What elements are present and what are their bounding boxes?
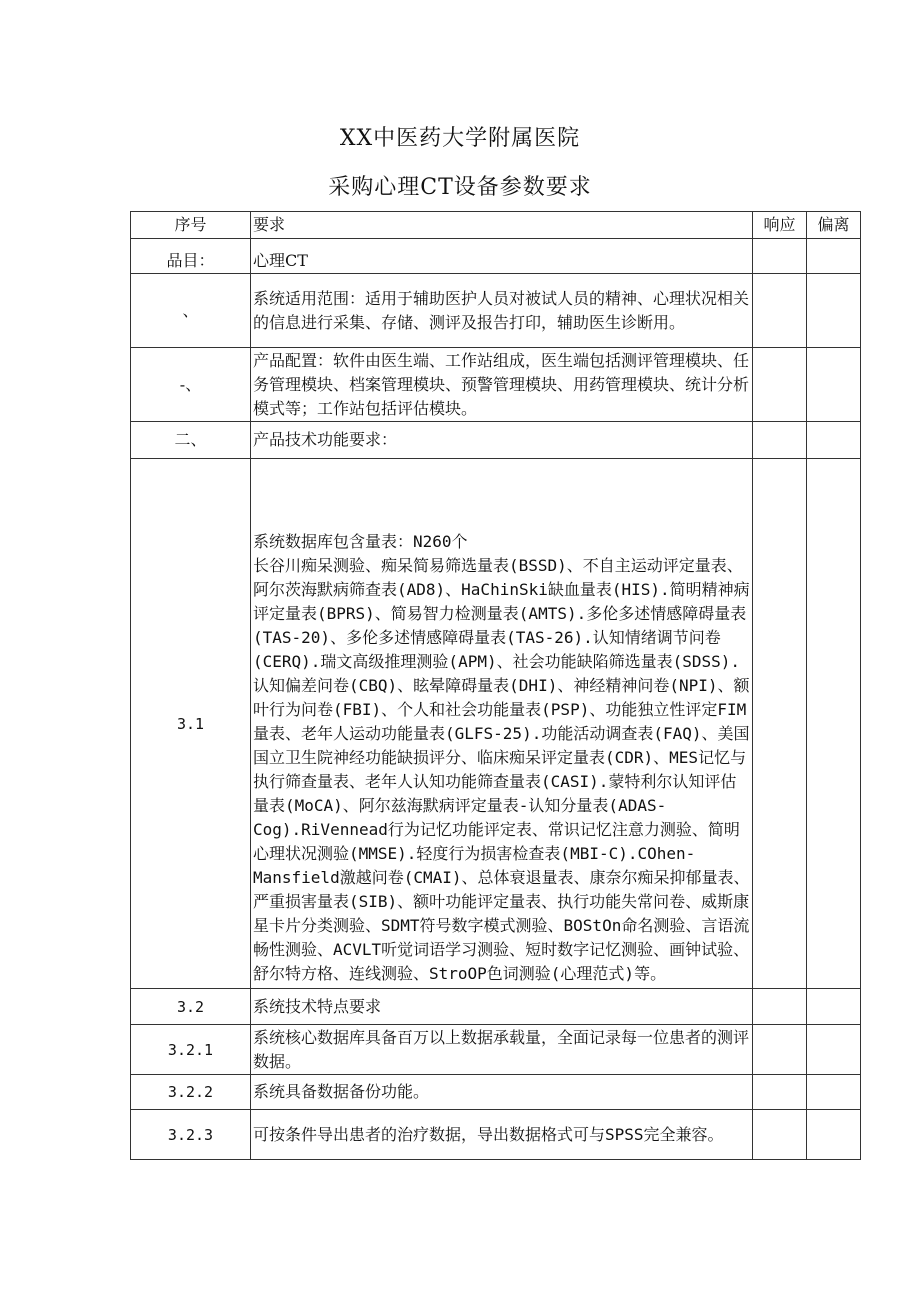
row-req: 心理CT <box>251 239 753 274</box>
row-resp-cell[interactable] <box>753 274 807 348</box>
row-seq: 3.1 <box>131 459 251 989</box>
document-subtitle: 采购心理CT设备参数要求 <box>328 175 592 200</box>
header-seq: 序号 <box>131 212 251 239</box>
row-seq: 3.2.3 <box>131 1110 251 1160</box>
table-row <box>131 989 861 1025</box>
row-seq: 、 <box>131 274 251 348</box>
row-resp-cell[interactable] <box>753 348 807 422</box>
row-dev-cell[interactable] <box>807 348 861 422</box>
row-dev-cell[interactable] <box>807 989 861 1025</box>
row-req: 产品配置：软件由医生端、工作站组成，医生端包括测评管理模块、任务管理模块、档案管理模块、预警管理模块、用药管理模块、统计分析模式等；工作站包括评估模块。 <box>251 348 753 422</box>
row-dev-cell[interactable] <box>807 422 861 459</box>
row-dev-cell[interactable] <box>807 239 861 274</box>
document-title: XX中医药大学附属医院 <box>339 126 581 151</box>
header-resp: 响应 <box>753 212 807 239</box>
row-dev-cell[interactable] <box>807 274 861 348</box>
row-seq: 二、 <box>131 422 251 459</box>
row-dev-cell[interactable] <box>807 1075 861 1110</box>
row-seq: 3.2 <box>131 989 251 1025</box>
row-resp-cell[interactable] <box>753 989 807 1025</box>
row-req: 可按条件导出患者的治疗数据，导出数据格式可与SPSS完全兼容。 <box>251 1110 753 1160</box>
table-row <box>131 274 861 348</box>
row-resp-cell[interactable] <box>753 422 807 459</box>
row-seq: -、 <box>131 348 251 422</box>
row-req: 系统核心数据库具备百万以上数据承载量，全面记录每一位患者的测评数据。 <box>251 1025 753 1075</box>
row-req: 产品技术功能要求： <box>251 422 753 459</box>
row-resp-cell[interactable] <box>753 459 807 989</box>
row-seq: 3.2.1 <box>131 1025 251 1075</box>
table-row <box>131 348 861 422</box>
table-row <box>131 239 861 274</box>
table-row <box>131 422 861 459</box>
table-row <box>131 1110 861 1160</box>
row-resp-cell[interactable] <box>753 1025 807 1075</box>
row-dev-cell[interactable] <box>807 1110 861 1160</box>
row-seq: 品目： <box>131 239 251 274</box>
row-resp-cell[interactable] <box>753 1110 807 1160</box>
table-row <box>131 1025 861 1075</box>
row-req: 系统适用范围：适用于辅助医护人员对被试人员的精神、心理状况相关的信息进行采集、存储、测评及报告打印，辅助医生诊断用。 <box>251 274 753 348</box>
row-req: 系统数据库包含量表：N260个 长谷川痴呆测验、痴呆简易筛选量表(BSSD)、不自主运动评定量表、阿尔茨海默病筛查表(AD8)、HaChinSki缺血量表(HIS).简明精神病评定量表(BPRS)、简易智力检测量表(AMTS).多伦多述情感障碍量表(TAS-20)、多伦多述情感障碍量表(TAS-26).认知情绪调节问卷(CERQ).瑞文高级推理测验(APM)、社会功能缺陷筛选量表(SDSS).认知偏差问卷(CBQ)、眩晕障碍量表(DHI)、神经精神问卷(NPI)、额叶行为问卷(FBI)、个人和社会功能量表(PSP)、功能独立性评定FIM量表、老年人运动功能量表(GLFS-25).功能活动调查表(FAQ)、美国国立卫生院神经功能缺损评分、临床痴呆评定量表(CDR)、MES记忆与执行筛查量表、老年人认知功能筛查量表(CASI).蒙特利尔认知评估量表(MoCA)、阿尔兹海默病评定量表-认知分量表(ADAS-Cog).RiVennead行为记忆功能评定表、常识记忆注意力测验、简明心理状况测验(MMSE).轻度行为损害检查表(MBI-C).COhen-Mansfield激越问卷(CMAI)、总体衰退量表、康奈尔痴呆抑郁量表、严重损害量表(SIB)、额叶功能评定量表、执行功能失常问卷、威斯康星卡片分类测验、SDMT符号数字模式测验、BOStOn命名测验、言语流畅性测验、ACVLT听觉词语学习测验、短时数字记忆测验、画钟试验、舒尔特方格、连线测验、StroOP色词测验(心理范式)等。 <box>251 459 753 989</box>
row-dev-cell[interactable] <box>807 459 861 989</box>
row-resp-cell[interactable] <box>753 239 807 274</box>
table-row <box>131 459 861 989</box>
row-req: 系统具备数据备份功能。 <box>251 1075 753 1110</box>
header-dev: 偏离 <box>807 212 861 239</box>
header-req: 要求 <box>251 212 753 239</box>
row-seq: 3.2.2 <box>131 1075 251 1110</box>
row-resp-cell[interactable] <box>753 1075 807 1110</box>
table-header-row <box>131 212 861 239</box>
requirements-table <box>130 211 861 1160</box>
row-req: 系统技术特点要求 <box>251 989 753 1025</box>
row-dev-cell[interactable] <box>807 1025 861 1075</box>
table-row <box>131 1075 861 1110</box>
